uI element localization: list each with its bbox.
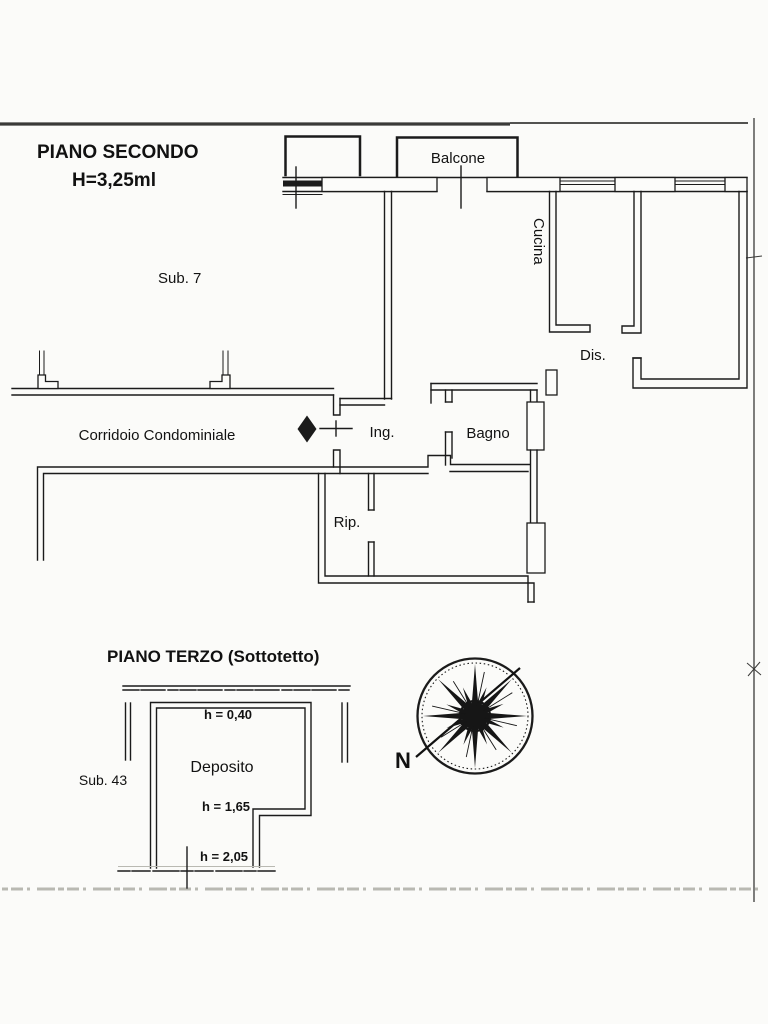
compass-star xyxy=(423,664,527,768)
compass-hub xyxy=(465,706,485,726)
wall-pillar xyxy=(38,375,58,389)
dis-label: Dis. xyxy=(580,347,606,364)
north-label: N xyxy=(395,748,411,773)
bagno-walls xyxy=(446,390,546,573)
floor-third-title: PIANO TERZO (Sottotetto) xyxy=(107,647,320,666)
height-mark-entry: h = 2,05 xyxy=(199,849,249,864)
bedroom-partition-wall xyxy=(622,192,641,334)
wall-pier xyxy=(322,178,437,192)
bagno-door-frame xyxy=(527,402,544,450)
lower-door-frame xyxy=(527,523,545,573)
height-mark-eaves: h = 0,40 xyxy=(203,707,253,722)
height-mark-step: h = 1,65 xyxy=(201,799,251,814)
sub7-label: Sub. 7 xyxy=(158,270,202,287)
disimpegno-walls xyxy=(431,370,557,403)
balcone-label: Balcone xyxy=(430,150,486,167)
north-facade-wall xyxy=(283,166,747,208)
floor-second-plan xyxy=(12,137,747,603)
entrance-marker-diamond xyxy=(298,416,317,443)
ingresso-label: Ing. xyxy=(369,424,395,441)
wall-pier xyxy=(487,178,560,192)
floor-second-height-note: H=3,25ml xyxy=(72,170,156,191)
wall-corner xyxy=(725,178,747,192)
corridoio-label: Corridoio Condominiale xyxy=(78,427,236,444)
floor-third-plan xyxy=(79,647,350,888)
floor-second-title: PIANO SECONDO xyxy=(37,142,199,163)
ripostiglio-walls xyxy=(319,474,535,603)
bagno-label: Bagno xyxy=(466,425,510,442)
east-exterior-wall xyxy=(633,192,747,389)
compass-rose xyxy=(395,659,532,774)
deposito-label: Deposito xyxy=(190,759,254,776)
cucina-partition-wall xyxy=(550,192,591,333)
wall-pillar xyxy=(210,375,230,389)
long-interior-wall xyxy=(385,192,392,400)
door-jamb-pillar xyxy=(546,370,557,395)
corridoio-south-wall xyxy=(38,456,531,561)
wall-pier xyxy=(615,178,675,192)
wall-section-mark xyxy=(283,181,322,187)
rip-label: Rip. xyxy=(333,514,361,531)
cucina-label: Cucina xyxy=(530,218,547,265)
sub43-label: Sub. 43 xyxy=(78,772,128,788)
corridoio-north-wall xyxy=(12,351,334,395)
